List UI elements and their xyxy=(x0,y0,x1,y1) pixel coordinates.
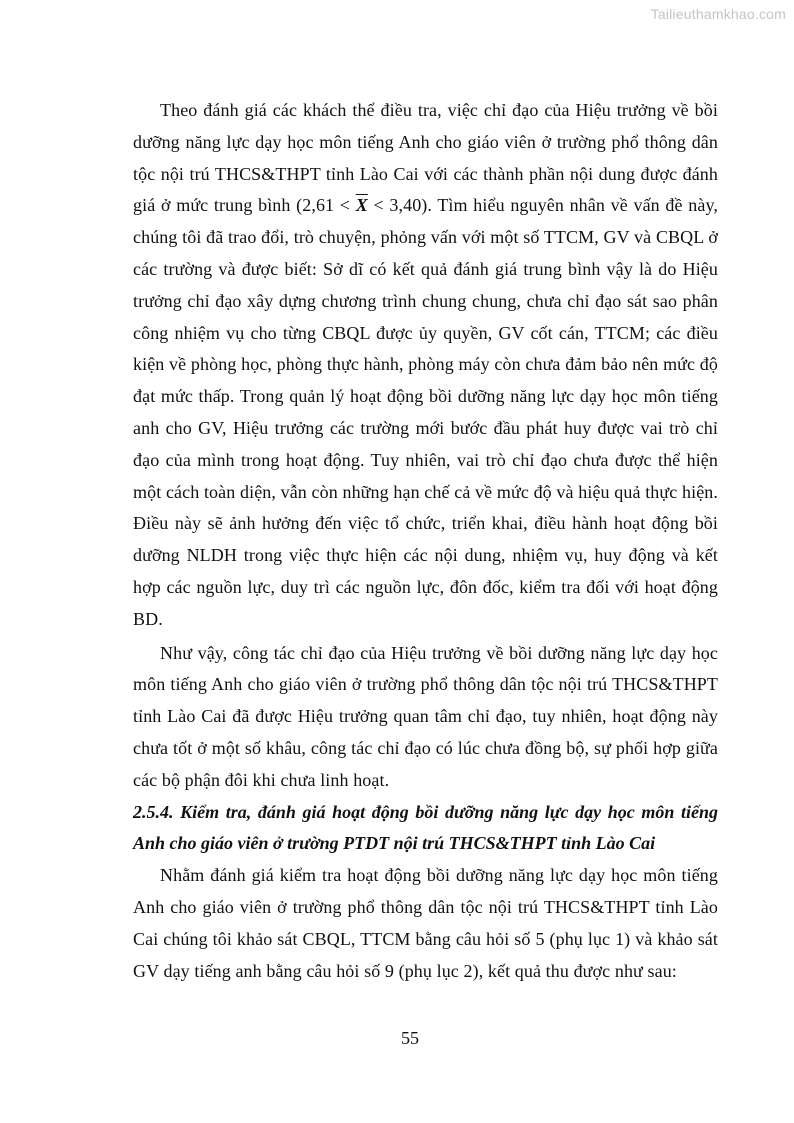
paragraph-conclusion: Như vậy, công tác chỉ đạo của Hiệu trưởng về bồi dưỡng năng lực dạy học môn tiếng Anh cho giáo viên ở trường phổ thông dân tộc nội trú THCS&THPT tỉnh Lào Cai đã được Hiệu trưởng quan tâm chỉ đạo, tuy nhiên, hoạt động này chưa tốt ở một số khâu, công tác chỉ đạo có lúc chưa đồng bộ, sự phối hợp giữa các bộ phận đôi khi chưa linh hoạt. xyxy=(133,642,718,790)
paragraph-evaluation xyxy=(133,95,718,636)
page-body xyxy=(133,95,718,987)
paragraph-evaluation-rest: < 3,40). Tìm hiểu nguyên nhân về vấn đề này, chúng tôi đã trao đổi, trò chuyện, phỏng vấn với một số TTCM, GV và CBQL ở các trường và được biết: Sở dĩ có kết quả đánh giá trung bình vậy là do Hiệu trưởng chỉ đạo xây dựng chương trình chung chung, chưa chỉ đạo sát sao phân công nhiệm vụ cho từng CBQL được ủy quyền, GV cốt cán, TTCM; các điều kiện về phòng học, phòng thực hành, phòng máy còn chưa đảm bảo nên mức độ đạt mức thấp. Trong quản lý hoạt động bồi dưỡng năng lực dạy học môn tiếng anh cho GV, Hiệu trưởng các trường mới bước đầu phát huy được vai trò chỉ đạo của mình trong hoạt động. Tuy nhiên, vai trò chỉ đạo chưa được thể hiện một cách toàn diện, vẫn còn những hạn chế cả về mức độ và hiệu quả thực hiện. Điều này sẽ ảnh hưởng đến việc tổ chức, triển khai, điều hành hoạt động bồi dưỡng NLDH trong việc thực hiện các nội dung, nhiệm vụ, huy động và kết hợp các nguồn lực, duy trì các nguồn lực, đôn đốc, kiểm tra đối với hoạt động BD. xyxy=(133,195,718,629)
mean-symbol: $\overline{X}$ xyxy=(355,195,368,216)
page-number: 55 xyxy=(401,1028,419,1048)
paragraph-survey: Nhằm đánh giá kiểm tra hoạt động bồi dưỡng năng lực dạy học môn tiếng Anh cho giáo viên ở trường phổ thông dân tộc nội trú THCS&THPT tỉnh Lào Cai chúng tôi khảo sát CBQL, TTCM bằng câu hỏi số 5 (phụ lục 1) và khảo sát GV dạy tiếng anh bằng câu hỏi số 9 (phụ lục 2), kết quả thu được như sau: xyxy=(133,865,718,981)
paragraph-evaluation-start: Theo đánh giá các khách thể điều tra, việc chỉ đạo của Hiệu trưởng về bồi dưỡng năng lực dạy học môn tiếng Anh cho giáo viên ở trường phổ thông dân tộc nội trú THCS&THPT tỉnh Lào Cai với các thành phần nội dung được đánh giá ở mức trung bình (2,61 < xyxy=(133,100,718,216)
section-heading: 2.5.4. Kiểm tra, đánh giá hoạt động bồi dưỡng năng lực dạy học môn tiếng Anh cho giáo viên ở trường PTDT nội trú THCS&THPT tỉnh Lào Cai xyxy=(133,801,718,854)
watermark: Tailieuthamkhao.com xyxy=(650,6,786,22)
